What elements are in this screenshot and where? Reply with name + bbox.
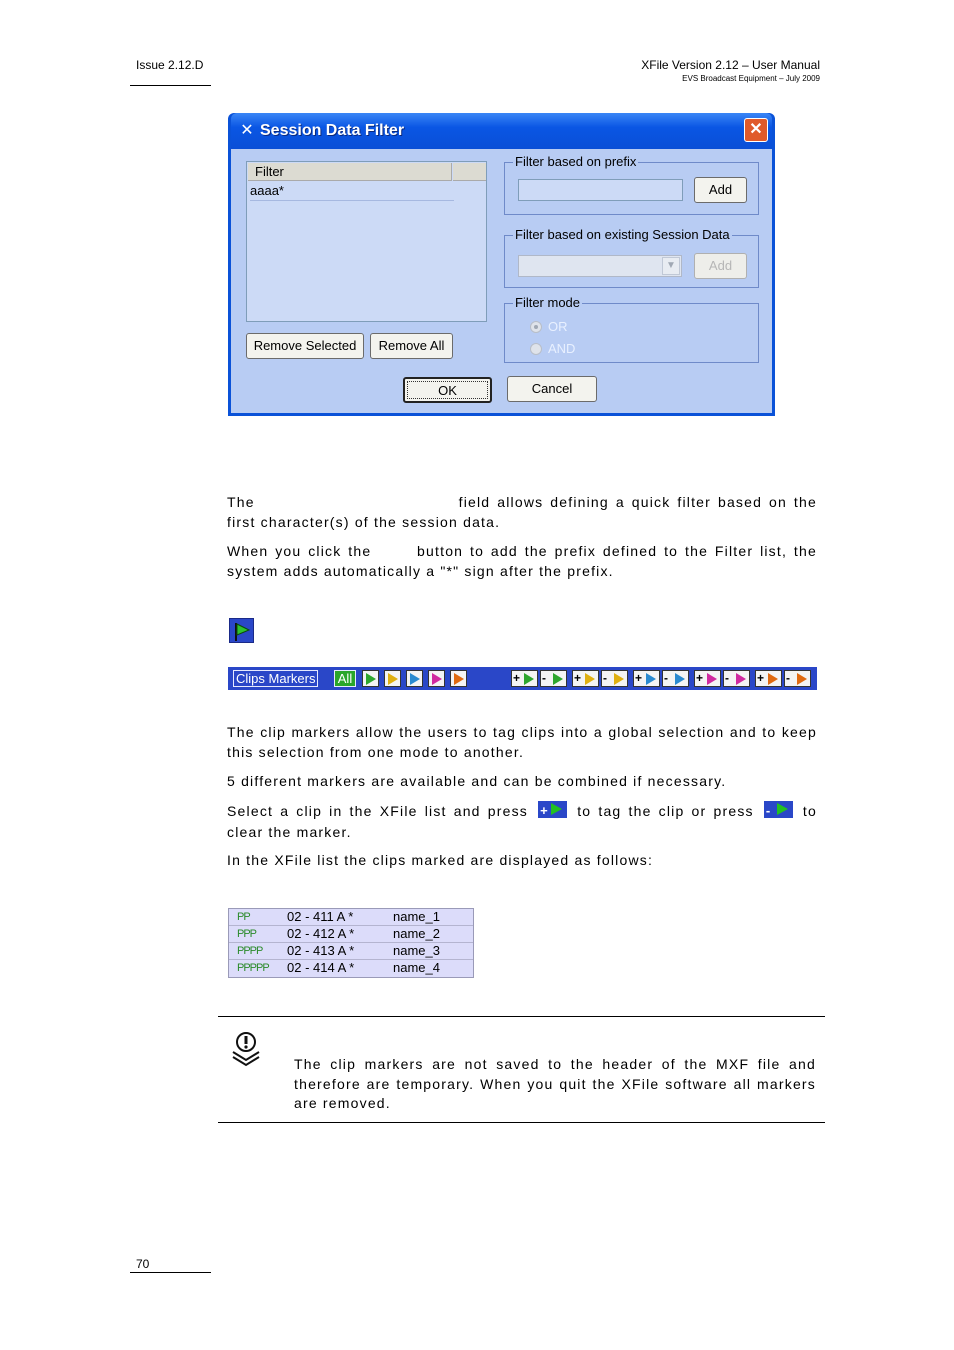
app-icon: ✕	[240, 122, 254, 139]
clip-name: name_1	[393, 909, 440, 924]
text-fragment: field allows defining a quick filter based on the first character(s) of the session data.	[227, 494, 817, 530]
remove-all-button[interactable]: Remove All	[370, 333, 453, 359]
clear-marker-icon: -	[764, 801, 793, 818]
dialog-titlebar[interactable]	[231, 113, 772, 149]
clip-name: name_4	[393, 960, 440, 975]
marker-1-add-button[interactable]: +	[511, 670, 538, 687]
cancel-button[interactable]: Cancel	[507, 376, 597, 402]
ok-button[interactable]: OK	[403, 377, 492, 403]
dialog-client	[231, 149, 772, 413]
dialog-title: Session Data Filter	[260, 122, 405, 139]
prefix-add-button[interactable]: Add	[694, 177, 747, 203]
add-button-paragraph	[227, 542, 817, 581]
manual-title: XFile Version 2.12 – User Manual	[641, 58, 820, 72]
marker-5-add-clear	[755, 670, 811, 687]
marker-5-add-button[interactable]: +	[755, 670, 782, 687]
session-data-filter-dialog	[228, 113, 775, 416]
tag-instruction-paragraph	[227, 801, 817, 843]
note-top-rule	[218, 1016, 825, 1017]
marker-flags-icon: PP	[237, 911, 250, 923]
column-header-spacer	[453, 163, 486, 181]
clip-name: name_2	[393, 926, 440, 941]
close-icon: ✕	[749, 121, 763, 138]
text-fragment: to clear the marker.	[227, 803, 817, 840]
marker-3-add-clear	[633, 670, 689, 687]
table-row[interactable]	[229, 943, 473, 960]
clip-marker-flag-icon	[229, 618, 254, 643]
filter-column-header[interactable]: Filter	[248, 163, 452, 181]
clip-name: name_3	[393, 943, 440, 958]
close-button[interactable]	[744, 118, 768, 142]
marker-5-button[interactable]	[450, 670, 467, 687]
note-icon	[230, 1030, 262, 1070]
display-paragraph: In the XFile list the clips marked are displayed as follows:	[227, 852, 654, 868]
all-markers-button[interactable]: All	[334, 670, 356, 687]
filter-list[interactable]	[246, 161, 487, 322]
text-fragment: The	[227, 494, 255, 510]
radio-icon	[530, 343, 542, 355]
clips-markers-toolbar	[228, 667, 817, 690]
session-data-select[interactable]	[518, 255, 682, 277]
prefix-group-label: Filter based on prefix	[515, 154, 637, 169]
marker-2-button[interactable]	[384, 670, 401, 687]
marker-flags-icon: PPP	[237, 928, 257, 940]
existing-group-label: Filter based on existing Session Data	[515, 227, 730, 242]
publisher: EVS Broadcast Equipment – July 2009	[682, 74, 820, 83]
note-text: The clip markers are not saved to the header of the MXF file and therefore are temporary. When you quit the XFile software all markers are removed.	[294, 1056, 816, 1111]
clips-markers-label: Clips Markers	[233, 670, 318, 687]
header-rule	[130, 85, 211, 86]
existing-add-button[interactable]: Add	[694, 253, 747, 279]
table-row[interactable]	[229, 960, 473, 977]
mode-and-label: AND	[548, 341, 576, 356]
text-fragment: button to add the prefix defined to the Filter list, the system adds automatically a "*" sign after the prefix.	[227, 543, 817, 579]
text-fragment: Select a clip in the XFile list and press	[227, 803, 528, 819]
marker-3-add-button[interactable]: +	[633, 670, 660, 687]
prefix-paragraph	[227, 493, 817, 532]
table-row[interactable]	[229, 909, 473, 926]
footer-rule	[130, 1272, 211, 1273]
marker-1-add-clear	[511, 670, 567, 687]
existing-session-group	[504, 227, 759, 288]
list-item[interactable]: aaaa*	[250, 184, 454, 201]
marker-green-icon	[366, 673, 376, 685]
page-number: 70	[136, 1257, 150, 1271]
text-fragment: to tag the clip or press	[577, 803, 754, 819]
marker-3-clear-button[interactable]: -	[662, 670, 689, 687]
marker-flags-icon: PPPP	[237, 945, 263, 957]
marker-blue-icon	[410, 673, 420, 685]
mode-and-radio[interactable]	[530, 341, 575, 356]
clip-id: 02 - 412 A *	[287, 926, 355, 941]
marker-yellow-icon	[388, 673, 398, 685]
chevron-down-icon[interactable]: ▼	[662, 257, 680, 275]
clip-id: 02 - 414 A *	[287, 960, 355, 975]
marker-orange-icon	[454, 673, 464, 685]
filter-mode-group	[504, 295, 759, 363]
marker-flags-icon: PPPPP	[237, 962, 269, 974]
text-fragment: When you click the	[227, 543, 372, 559]
marker-4-clear-button[interactable]: -	[723, 670, 750, 687]
issue-label: Issue 2.12.D	[136, 58, 204, 72]
marker-3-button[interactable]	[406, 670, 423, 687]
note-bottom-rule	[218, 1122, 825, 1123]
marker-2-add-button[interactable]: +	[572, 670, 599, 687]
marker-4-add-button[interactable]: +	[694, 670, 721, 687]
marker-2-clear-button[interactable]: -	[601, 670, 628, 687]
mode-or-radio[interactable]	[530, 319, 568, 334]
marker-5-clear-button[interactable]: -	[784, 670, 811, 687]
add-marker-icon: +	[538, 801, 567, 818]
clip-list	[228, 908, 474, 978]
manual-header	[641, 58, 820, 83]
marker-1-button[interactable]	[362, 670, 379, 687]
prefix-group	[504, 154, 759, 215]
table-row[interactable]	[229, 926, 473, 943]
marker-4-add-clear	[694, 670, 750, 687]
markers-intro-paragraph: The clip markers allow the users to tag clips into a global selection and to keep this selection from one mode to another.	[227, 724, 817, 760]
markers-count-paragraph: 5 different markers are available and can be combined if necessary.	[227, 773, 727, 789]
remove-selected-button[interactable]: Remove Selected	[246, 333, 364, 359]
radio-selected-icon	[530, 321, 542, 333]
clip-id: 02 - 411 A *	[287, 909, 354, 924]
marker-1-clear-button[interactable]: -	[540, 670, 567, 687]
marker-2-add-clear	[572, 670, 628, 687]
marker-4-button[interactable]	[428, 670, 445, 687]
prefix-input[interactable]	[518, 179, 683, 201]
mode-or-label: OR	[548, 319, 568, 334]
filter-mode-label: Filter mode	[515, 295, 581, 310]
clip-id: 02 - 413 A *	[287, 943, 355, 958]
marker-pink-icon	[432, 673, 442, 685]
